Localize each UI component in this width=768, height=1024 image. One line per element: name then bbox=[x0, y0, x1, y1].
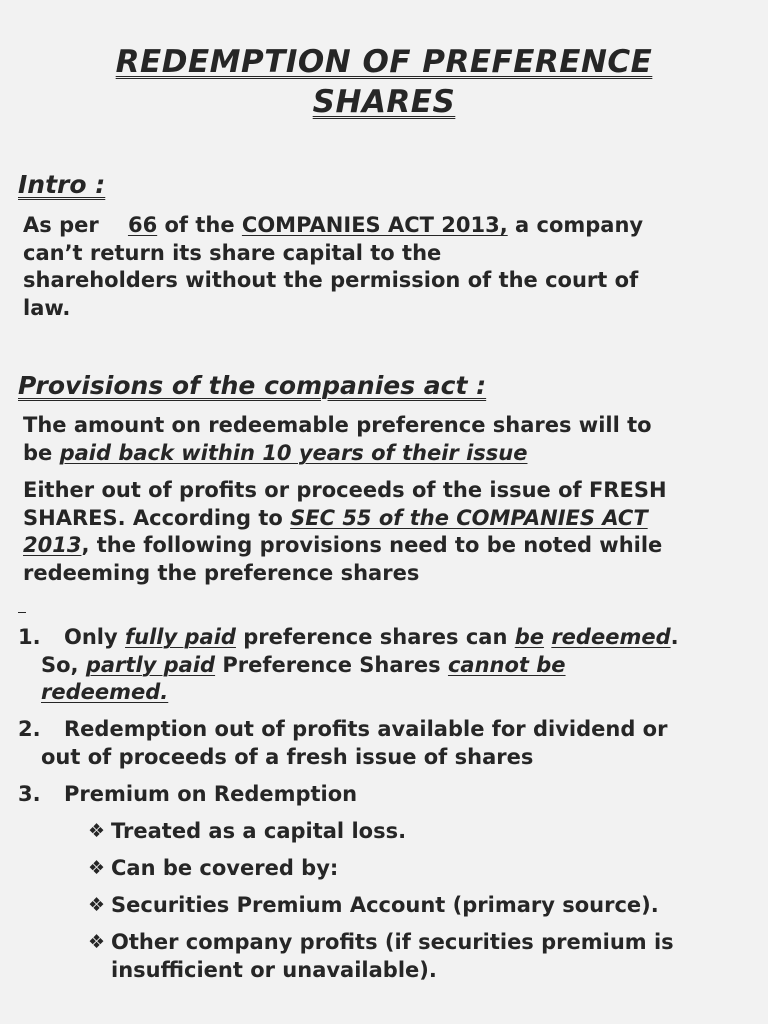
list-number: 3. bbox=[18, 782, 41, 806]
section-number: 66 bbox=[127, 213, 158, 237]
title-line-2: SHARES bbox=[312, 84, 456, 120]
repayment-period-emphasis: paid back within 10 years of their issue bbox=[59, 440, 528, 465]
intro-heading: Intro : bbox=[18, 170, 106, 199]
title-line-1: REDEMPTION OF PREFERENCE bbox=[115, 44, 653, 80]
diamond-bullet-icon: ❖ bbox=[88, 857, 106, 879]
list-item-3: 3. Premium on Redemption bbox=[18, 781, 758, 809]
provisions-paragraph-1: The amount on redeemable preference shares will to be paid back within 10 years of their issue bbox=[23, 413, 652, 465]
diamond-bullet-icon: ❖ bbox=[88, 931, 106, 953]
page-title bbox=[0, 42, 768, 122]
bullet-item-2: ❖ Can be covered by: bbox=[88, 855, 748, 883]
bullet-item-3: ❖ Securities Premium Account (primary source). bbox=[88, 892, 748, 920]
list-item-1: 1. Only fully paid preference shares can be redeemed. So, partly paid Preference Shares cannot be redeemed. bbox=[18, 625, 679, 704]
stray-underline-mark bbox=[18, 598, 26, 613]
provisions-heading: Provisions of the companies act : bbox=[18, 371, 487, 400]
act-year-ref: 2013 bbox=[23, 533, 82, 557]
intro-paragraph: As per 66 of the COMPANIES ACT 2013, a company can’t return its share capital to the shareholders without the permission of the court of law. bbox=[23, 213, 644, 320]
diamond-bullet-icon: ❖ bbox=[88, 894, 106, 916]
section-55-ref: SEC 55 of the COMPANIES ACT bbox=[290, 505, 648, 530]
list-number: 2. bbox=[18, 717, 41, 741]
diamond-bullet-icon: ❖ bbox=[88, 820, 106, 842]
bullet-item-1: ❖ Treated as a capital loss. bbox=[88, 818, 748, 846]
list-number: 1. bbox=[18, 625, 41, 649]
bullet-item-4: ❖ Other company profits (if securities premium is insufficient or unavailable). bbox=[88, 930, 674, 982]
provisions-paragraph-2: Either out of profits or proceeds of the issue of FRESH SHARES. According to SEC 55 of the COMPANIES ACT 2013, the following provisions need to be noted while redeeming the preference shares bbox=[23, 478, 667, 585]
companies-act-ref: COMPANIES ACT 2013, bbox=[241, 213, 508, 237]
list-item-2: 2. Redemption out of profits available for dividend or out of proceeds of a fresh issue of shares bbox=[18, 717, 668, 769]
